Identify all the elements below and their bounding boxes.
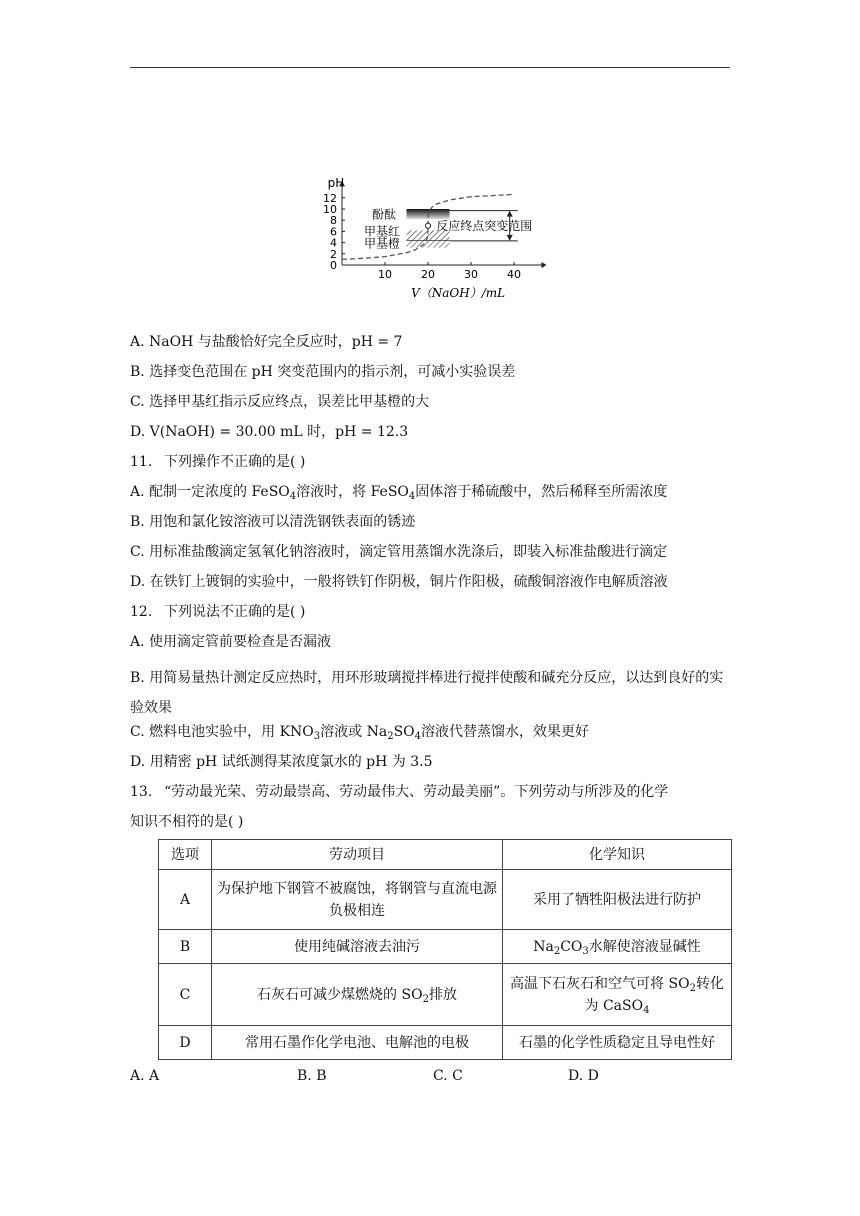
row-d-option: D [159,1026,212,1060]
row-b-option: B [159,930,212,964]
row-a-option: A [159,870,212,930]
y-axis-label: pH [327,176,345,191]
q12-option-c: C. 燃料电池实验中，用 $KNO_3$溶液或 $Na_2SO_4$溶液代替蒸馏水，效果更好 [130,724,590,742]
q13-table [158,839,732,1060]
row-c-option: C [159,964,212,1026]
q11-option-b: B. 用饱和氯化铵溶液可以清洗钢铁表面的锈迹 [130,514,416,530]
header-chem: 化学知识 [503,840,732,870]
header-rule [130,67,730,68]
y-tick-label: 2 [330,247,337,261]
y-tick-label: 6 [330,225,337,239]
q13-answer-a: A. A [130,1068,160,1084]
row-b-chem: $Na_2CO_3$水解使溶液显碱性 [503,930,732,964]
x-tick-label: 30 [464,268,478,281]
q10-option-c: C. 选择甲基红指示反应终点，误差比甲基橙的大 [130,394,430,410]
row-d-labor: 常用石墨作化学电池、电解池的电极 [212,1026,503,1060]
row-c-chem: 高温下石灰石和空气可将 $SO_2$转化为 CaSO$_4$ [503,964,732,1026]
q12-option-b: B. 用简易量热计测定反应热时，用环形玻璃搅拌棒进行搅拌使酸和碱充分反应，以达到良好的实验效果 [130,670,724,716]
row-a-chem: 采用了牺牲阳极法进行防护 [503,870,732,930]
x-axis-arrow [542,262,547,268]
q12-option-d: D. 用精密 pH 试纸测得某浓度氯水的 pH 为 3.5 [130,754,433,770]
q13-stem-line1: 13. “劳动最光荣、劳动最崇高、劳动最伟大、劳动最美丽”。下列劳动与所涉及的化学 [130,784,669,800]
jump-range-label: 反应终点突变范围 [436,218,533,233]
row-b-labor: 使用纯碱溶液去油污 [212,930,503,964]
methyl-red-label: 甲基红 [364,224,401,239]
x-axis-label: V（NaOH）/mL [411,286,506,300]
q13-answer-d: D. D [568,1068,599,1084]
row-a-labor: 为保护地下钢管不被腐蚀，将钢管与直流电源负极相连 [212,870,503,930]
q12-option-a: A. 使用滴定管前要检查是否漏液 [130,634,332,650]
q12-stem: 12. 下列说法不正确的是( ) [130,604,306,620]
row-c-labor: 石灰石可减少煤燃烧的 $SO_2$排放 [212,964,503,1026]
q11-option-d: D. 在铁钉上镀铜的实验中，一般将铁钉作阴极，铜片作阳极，硫酸铜溶液作电解质溶液 [130,574,668,590]
q11-option-a: A. 配制一定浓度的 FeSO$_4$溶液时，将 FeSO$_4$固体溶于稀硫酸中，然后稀释至所需浓度 [130,484,668,502]
y-tick-label: 4 [330,236,337,250]
titration-chart [320,106,560,302]
jump-arrow-down [507,235,513,241]
phenolphthalein-label: 酚酞 [372,207,397,222]
q10-option-b: B. 选择变色范围在 pH 突变范围内的指示剂，可减小实验误差 [130,364,516,380]
equivalence-point [425,223,430,228]
header-option: 选项 [159,840,212,870]
table-row [159,964,732,1026]
q13-stem-line2: 知识不相符的是( ) [130,814,244,830]
y-tick-label: 0 [330,259,337,272]
q11-option-c: C. 用标准盐酸滴定氢氧化钠溶液时，滴定管用蒸馏水洗涤后，即装入标准盐酸进行滴定 [130,544,668,560]
y-tick-label: 12 [323,191,337,205]
x-tick-label: 20 [421,268,435,281]
table-row [159,870,732,930]
methyl-orange-label: 甲基橙 [364,236,401,251]
y-tick-label: 10 [323,203,337,216]
table-header-row [159,840,732,870]
q10-option-d: D. V(NaOH) = 30.00 mL 时，pH = 12.3 [130,424,409,440]
x-tick-label: 10 [378,268,392,281]
jump-arrow-up [507,211,513,217]
methyl-orange-band [407,240,450,247]
x-tick-label: 40 [507,268,521,281]
header-labor: 劳动项目 [212,840,503,870]
y-tick-label: 8 [330,214,337,228]
table-row [159,1026,732,1060]
q10-option-a: A. NaOH 与盐酸恰好完全反应时，pH = 7 [130,334,403,350]
q11-stem: 11. 下列操作不正确的是( ) [130,454,306,470]
q13-answer-b: B. B [297,1068,327,1084]
row-d-chem: 石墨的化学性质稳定且导电性好 [503,1026,732,1060]
table-row [159,930,732,964]
q13-answer-c: C. C [433,1068,463,1084]
